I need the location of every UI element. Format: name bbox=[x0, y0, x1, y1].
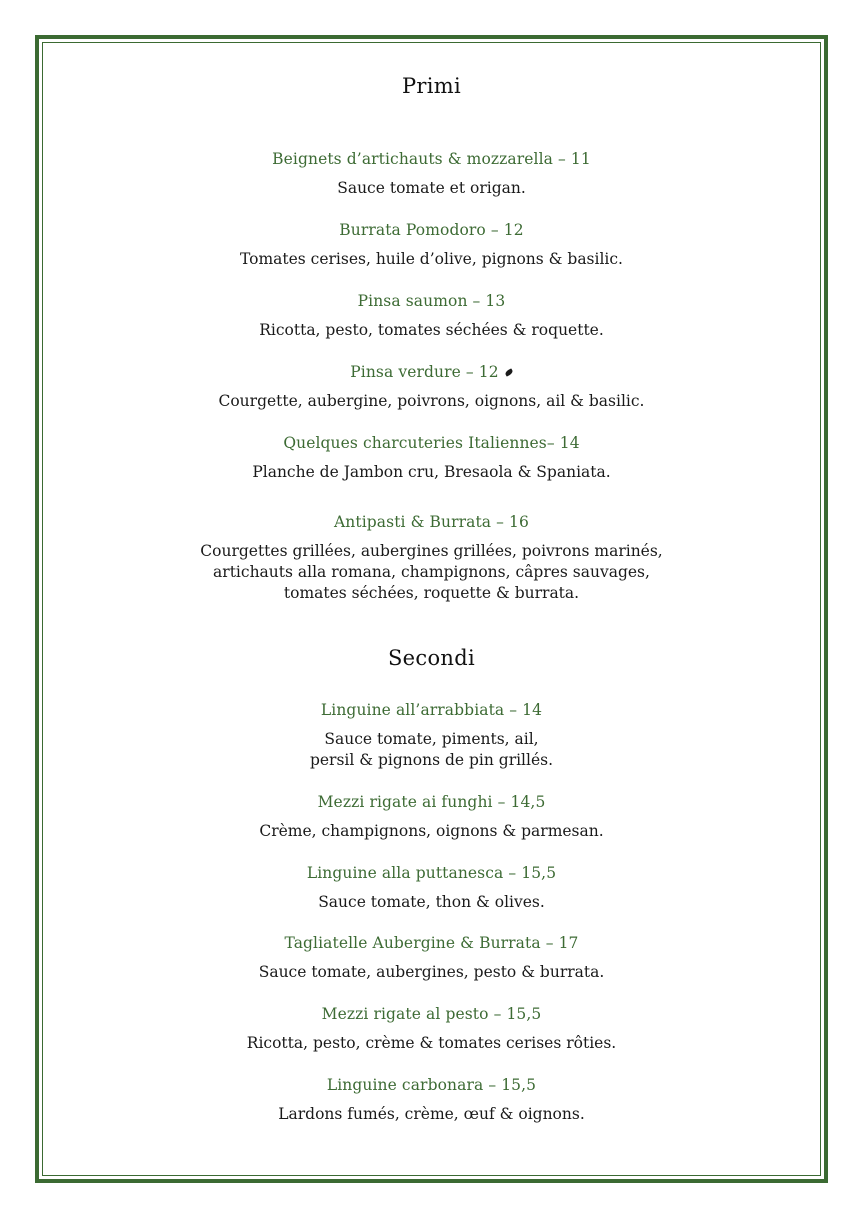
leaf-icon bbox=[504, 368, 513, 376]
dish-description: Ricotta, pesto, tomates séchées & roquette. bbox=[259, 321, 604, 339]
dish-description: Crème, champignons, oignons & parmesan. bbox=[259, 822, 604, 840]
dish-description: Lardons fumés, crème, œuf & oignons. bbox=[278, 1105, 585, 1123]
dish-description: Courgette, aubergine, poivrons, oignons, ail & basilic. bbox=[218, 392, 645, 410]
dish-description: Sauce tomate et origan. bbox=[337, 179, 526, 197]
dish-name: Linguine carbonara – 15,5 bbox=[326, 1076, 537, 1094]
dish-name: Quelques charcuteries Italiennes– 14 bbox=[283, 434, 580, 452]
dish-description: Sauce tomate, piments, ail, persil & pignons de pin grillés. bbox=[309, 730, 554, 769]
dish-description: Sauce tomate, thon & olives. bbox=[318, 893, 545, 911]
dish-name: Beignets d’artichauts & mozzarella – 11 bbox=[272, 150, 591, 168]
dish-name-with-icon bbox=[60, 363, 803, 381]
section-title-secondi: Secondi bbox=[387, 646, 475, 670]
dish-name: Tagliatelle Aubergine & Burrata – 17 bbox=[284, 934, 579, 952]
section-title-primi: Primi bbox=[401, 74, 461, 98]
dish-name: Pinsa saumon – 13 bbox=[357, 292, 506, 310]
dish-name: Linguine alla puttanesca – 15,5 bbox=[306, 864, 557, 882]
dish-name: Mezzi rigate al pesto – 15,5 bbox=[321, 1005, 542, 1023]
dish-name: Mezzi rigate ai funghi – 14,5 bbox=[317, 793, 546, 811]
dish-name-text: Pinsa verdure – 12 bbox=[350, 363, 499, 381]
dish-name: Burrata Pomodoro – 12 bbox=[339, 221, 524, 239]
dish-name: Antipasti & Burrata – 16 bbox=[334, 513, 529, 531]
dish-description: Ricotta, pesto, crème & tomates cerises rôties. bbox=[246, 1034, 617, 1052]
dish-name: Linguine all’arrabbiata – 14 bbox=[320, 701, 543, 719]
dish-description: Courgettes grillées, aubergines grillées, poivrons marinés, artichauts alla romana, champignons, câpres sauvages, tomates séchées, roquette & burrata. bbox=[200, 542, 663, 602]
dish-description: Tomates cerises, huile d’olive, pignons & basilic. bbox=[239, 250, 623, 268]
dish-description: Sauce tomate, aubergines, pesto & burrata. bbox=[258, 963, 605, 981]
dish-description: Planche de Jambon cru, Bresaola & Spaniata. bbox=[252, 463, 611, 481]
